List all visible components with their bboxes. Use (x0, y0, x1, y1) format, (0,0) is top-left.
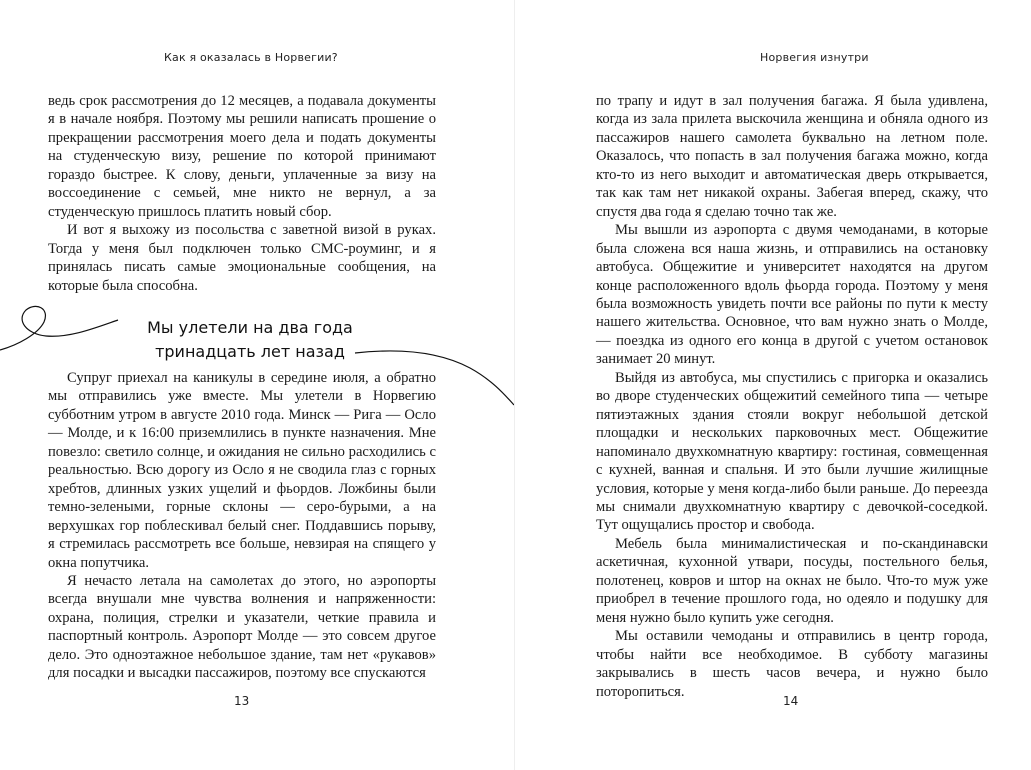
left-body-bottom (48, 369, 436, 683)
paragraph: по трапу и идут в зал получения багажа. Я была удивлена, когда из зала прилета выскочила женщина и обняла одного из пассажиров нашего самолета буквально на летном поле. Оказалось, что попасть в зал получения багажа можно, когда кто-то из него выходит и автоматическая дверь открывается, так как там нет никакой охраны. Забегая вперед, скажу, что спустя два года я сделаю точно так же. (596, 93, 988, 220)
page-number-right: 14 (783, 694, 799, 708)
page-gutter (514, 0, 515, 770)
subheading-line-1: Мы улетели на два года (147, 318, 353, 337)
paragraph: ведь срок рассмотрения до 12 месяцев, а подавала документы я в начале ноября. Поэтому мы решили написать прошение о прекращении рассмотрения моего дела и подать документы на студенческую визу, решение по которой принимают гораздо быстрее. К слову, деньги, уплаченные за визу на воссоединение с семьей, мне никто не вернул, а за студенческую пришлось платить новый сбор. (48, 93, 436, 220)
right-body (596, 92, 988, 701)
paragraph: Я нечасто летала на самолетах до этого, но аэропорты всегда внушали мне чувства волнения и напряженности: охрана, полиция, стрелки и указатели, четкие правила и паспортный контроль. Аэропорт Молде — это совсем другое дело. Это одноэтажное небольшое здание, там нет «рукавов» для посадки и высадки пассажиров, поэтому все спускаются (48, 572, 436, 682)
paragraph: И вот я выхожу из посольства с заветной визой в руках. Тогда у меня был подключен только СМС-роуминг, и я принялась писать самые эмоциональные сообщения, на которые была способна. (48, 222, 436, 294)
paragraph: Супруг приехал на каникулы в середине июля, а обратно мы отправились уже вместе. Мы улетели в Норвегию субботним утром в августе 2010 года. Минск — Рига — Осло — Молде, и к 16:00 приземлились в пункте назначения. Мне повезло: светило солнце, и ожидания не сильно расходились с реальностью. Всю дорогу из Осло я не сводила глаз с горных хребтов, длинных узких ущелий и фьордов. Ложбины были темно-зелеными, горные склоны — серо-бурыми, а на верхушках гор поблескивал белый снег. Поддавшись порыву, я стремилась рассмотреть все больше, невзирая на спящего у окна попутчика. (48, 370, 436, 571)
paragraph: Мы вышли из аэропорта с двумя чемоданами, в которые была сложена вся наша жизнь, и отправились на остановку автобуса. Общежитие и университет находятся на другом конце расположенного вдоль фьорда города. Поэтому у меня была возможность увидеть почти все районы по пути к месту нашего жительства. Основное, что вам нужно знать о Молде, — поездка из одного его конца в другой с учетом остановок занимает 20 минут. (596, 222, 988, 368)
paragraph: Выйдя из автобуса, мы спустились с пригорка и оказались во дворе студенческих общежитий семейного типа — четыре пятиэтажных здания стояли вокруг небольшой детской площадки и нескольких парковочных мест. Общежитие напоминало двухкомнатную квартиру: гостиная, совмещенная с кухней, ванная и спальня. И это были лучшие жилищные условия, которые у меня когда-либо были раньше. До переезда мы снимали двухкомнатную квартиру с девочкой-соседкой. Тут ощущались простор и свобода. (596, 369, 988, 534)
paragraph: Мебель была минималистическая и по-скандинавски аскетичная, кухонной утвари, посуды, постельного белья, полотенец, ковров и штор на окнах не было. Что-то муж уже приобрел в течение прошлого года, но одеяло и подушку для меня нужно было купить уже сегодня. (596, 535, 988, 626)
running-header-left: Как я оказалась в Норвегии? (164, 51, 338, 64)
page-number-left: 13 (234, 694, 250, 708)
subheading-line-2: тринадцать лет назад (155, 342, 345, 361)
section-subheading (100, 316, 400, 364)
left-body-top (48, 92, 436, 295)
left-page (0, 0, 515, 770)
paragraph: Мы оставили чемоданы и отправились в центр города, чтобы найти все необходимое. В субботу магазины закрывались в шесть часов вечера, и нужно было поторопиться. (596, 628, 988, 700)
running-header-right: Норвегия изнутри (760, 51, 869, 64)
right-page (516, 0, 1031, 770)
